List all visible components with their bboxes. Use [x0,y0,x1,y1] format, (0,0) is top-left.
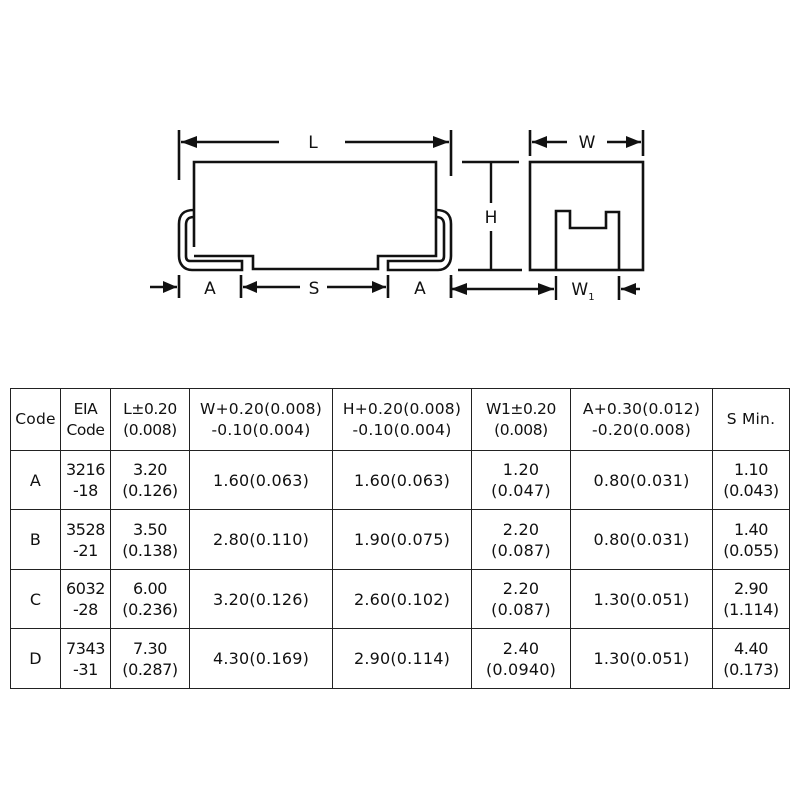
arrow-icon [626,136,641,148]
table-row [11,510,790,570]
arrow-icon [621,283,636,295]
header-w: W+0.20(0.008) -0.10(0.004) [190,389,333,451]
table-row [11,451,790,510]
cell-eia: 7343 -31 [61,629,111,689]
dimensions-table [10,388,790,689]
cell-l: 3.50 (0.138) [111,510,190,570]
cell-w1: 1.20 (0.047) [472,451,571,510]
cell-s: 2.90 (1.114) [713,570,790,629]
cell-s: 4.40 (0.173) [713,629,790,689]
arrow-icon [433,136,449,148]
cell-h: 2.90(0.114) [333,629,472,689]
arrow-icon [243,281,257,293]
table-header-row [11,389,790,451]
side-view [150,130,451,298]
cell-h: 1.90(0.075) [333,510,472,570]
header-eia-code: EIA Code [61,389,111,451]
label-l: L [308,133,318,153]
label-w: W [578,133,596,153]
terminal-left [179,210,242,270]
height-dimension [451,162,556,300]
label-a-left: A [204,279,216,299]
cell-w: 1.60(0.063) [190,451,333,510]
header-code: Code [11,389,61,451]
cell-w: 4.30(0.169) [190,629,333,689]
label-h: H [484,208,498,228]
cell-l: 6.00 (0.236) [111,570,190,629]
label-w1 [571,280,594,303]
cell-eia: 3216 -18 [61,451,111,510]
cell-code: D [11,629,61,689]
cell-code: B [11,510,61,570]
label-a-right: A [414,279,426,299]
arrow-icon [163,281,177,293]
label-w1-sub: 1 [588,292,595,303]
cell-code: C [11,570,61,629]
end-view [530,130,643,300]
cell-h: 2.60(0.102) [333,570,472,629]
capacitor-body [194,162,436,269]
cell-w1: 2.20 (0.087) [472,510,571,570]
cell-s: 1.10 (0.043) [713,451,790,510]
cell-w1: 2.40 (0.0940) [472,629,571,689]
cell-w1: 2.20 (0.087) [472,570,571,629]
cell-a: 1.30(0.051) [571,629,713,689]
cell-w: 2.80(0.110) [190,510,333,570]
arrow-icon [532,136,547,148]
table-row [11,570,790,629]
cell-eia: 3528 -21 [61,510,111,570]
cell-code: A [11,451,61,510]
arrow-icon [181,136,197,148]
label-w1-main: W [571,280,589,300]
cell-a: 1.30(0.051) [571,570,713,629]
header-l: L±0.20 (0.008) [111,389,190,451]
end-view-terminal [556,211,619,270]
end-view-body [530,162,643,270]
capacitor-dimension-drawing [0,0,800,360]
header-w1: W1±0.20 (0.008) [472,389,571,451]
cell-s: 1.40 (0.055) [713,510,790,570]
header-h: H+0.20(0.008) -0.10(0.004) [333,389,472,451]
cell-w: 3.20(0.126) [190,570,333,629]
table-row [11,629,790,689]
arrow-icon [372,281,386,293]
label-s: S [308,279,320,299]
arrow-icon [538,283,554,295]
cell-a: 0.80(0.031) [571,451,713,510]
arrow-icon [451,283,467,295]
cell-l: 7.30 (0.287) [111,629,190,689]
cell-eia: 6032 -28 [61,570,111,629]
header-a: A+0.30(0.012) -0.20(0.008) [571,389,713,451]
header-s-min: S Min. [713,389,790,451]
cell-a: 0.80(0.031) [571,510,713,570]
terminal-right [388,210,451,270]
cell-h: 1.60(0.063) [333,451,472,510]
cell-l: 3.20 (0.126) [111,451,190,510]
